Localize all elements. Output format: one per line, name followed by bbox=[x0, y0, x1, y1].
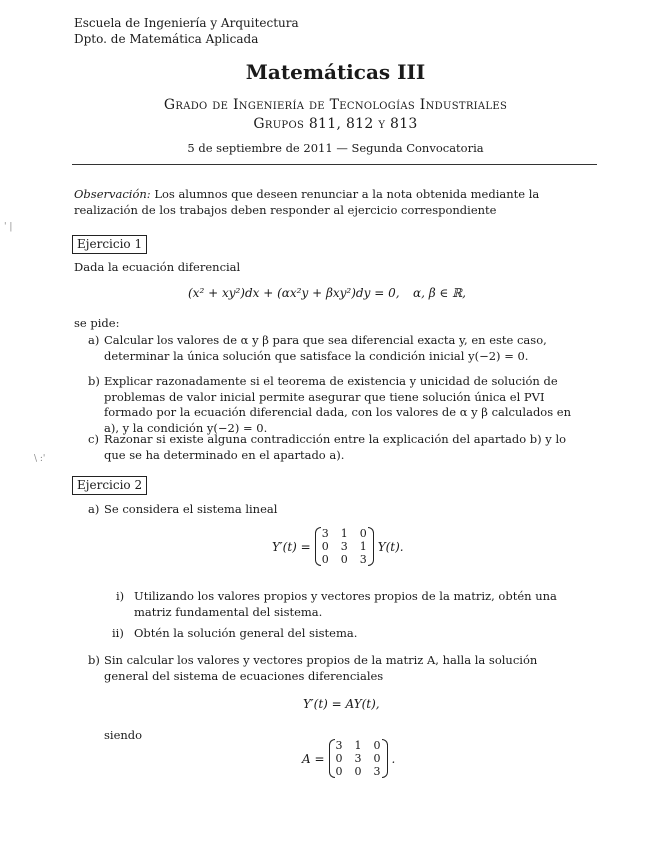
ejercicio-1-item-c bbox=[88, 432, 582, 463]
subitem-i-text: Utilizando los valores propios y vectores propios de la matriz, obtén una matriz fundamental del sistema. bbox=[134, 589, 557, 619]
matrix-2-equation bbox=[302, 739, 395, 778]
observation-paragraph bbox=[74, 186, 584, 218]
item-c-label: c) bbox=[88, 432, 99, 446]
matrix-cell: 3 bbox=[335, 739, 343, 752]
matrix-cell: 3 bbox=[373, 765, 381, 778]
matrix-cell: 1 bbox=[359, 540, 367, 553]
matrix-1-row-1 bbox=[321, 527, 368, 540]
ejercicio-2-item-a bbox=[88, 502, 582, 518]
matrix-1 bbox=[315, 527, 374, 566]
matrix-1-row-3 bbox=[321, 553, 368, 566]
system-2-equation: Y′(t) = AY(t), bbox=[303, 697, 380, 711]
matrix-2-row-3 bbox=[335, 765, 382, 778]
siendo-label: siendo bbox=[104, 728, 143, 742]
system-1-equation bbox=[272, 527, 404, 566]
item-a-text: Calcular los valores de α y β para que sea diferencial exacta y, en este caso, determinar la única solución que satisface la condición inicial y(−2) = 0. bbox=[104, 333, 547, 363]
matrix-cell: 3 bbox=[340, 540, 348, 553]
exam-title: Matemáticas III bbox=[245, 60, 426, 84]
institution-line-2: Dpto. de Matemática Aplicada bbox=[74, 32, 259, 46]
item-b-label: b) bbox=[88, 374, 100, 388]
matrix-cell: 3 bbox=[359, 553, 367, 566]
ejercicio-2-subitem-i bbox=[116, 589, 582, 620]
matrix-2-row-1 bbox=[335, 739, 382, 752]
observation-label: Observación: bbox=[74, 187, 151, 201]
ejercicio-2-subitem-ii bbox=[112, 626, 582, 642]
item-a-label: a) bbox=[88, 333, 100, 347]
matrix-cell: 0 bbox=[340, 553, 348, 566]
item-2a-text: Se considera el sistema lineal bbox=[104, 502, 278, 516]
matrix-cell: 0 bbox=[321, 553, 329, 566]
se-pide-label: se pide: bbox=[74, 316, 120, 330]
matrix-cell: 0 bbox=[335, 765, 343, 778]
matrix-2-row-2 bbox=[335, 752, 382, 765]
matrix-cell: 0 bbox=[335, 752, 343, 765]
item-b-text: Explicar razonadamente si el teorema de existencia y unicidad de solución de problemas de valor inicial permite asegurar que tiene solución única el PVI formado por la ecuación diferencial dada, con los valores de α y β calculados en a), y la condición y(−2) = 0. bbox=[104, 374, 571, 435]
header-rule bbox=[72, 164, 597, 165]
subitem-ii-text: Obtén la solución general del sistema. bbox=[134, 626, 358, 640]
subitem-i-label: i) bbox=[116, 589, 125, 603]
matrix-2-rhs: . bbox=[391, 751, 396, 766]
matrix-2-lhs: A = bbox=[302, 751, 325, 766]
margin-mark-2: \ :' bbox=[34, 454, 46, 464]
item-c-text: Razonar si existe alguna contradicción entre la explicación del apartado b) y lo que se ha determinado en el apartado a). bbox=[104, 432, 567, 462]
matrix-cell: 0 bbox=[354, 765, 362, 778]
item-2b-text: Sin calcular los valores y vectores propios de la matriz A, halla la solución general del sistema de ecuaciones diferenciales bbox=[104, 653, 538, 683]
matrix-cell: 1 bbox=[354, 739, 362, 752]
matrix-cell: 1 bbox=[340, 527, 348, 540]
ejercicio-2-item-b bbox=[88, 653, 582, 684]
margin-mark-1: ' | bbox=[4, 222, 13, 232]
groups-line: Grupos 811, 812 y 813 bbox=[253, 116, 418, 132]
degree-line: Grado de Ingeniería de Tecnologías Industriales bbox=[163, 97, 508, 113]
ejercicio-1-equation: (x² + xy²)dx + (αx²y + βxy²)dy = 0, bbox=[188, 286, 400, 300]
subitem-ii-label: ii) bbox=[112, 626, 124, 640]
item-2b-label: b) bbox=[88, 653, 100, 667]
system-1-lhs: Y′(t) = bbox=[272, 539, 311, 554]
matrix-cell: 0 bbox=[321, 540, 329, 553]
matrix-cell: 0 bbox=[359, 527, 367, 540]
matrix-cell: 0 bbox=[373, 752, 381, 765]
matrix-cell: 0 bbox=[373, 739, 381, 752]
ejercicio-1-equation-domain: α, β ∈ ℝ, bbox=[413, 286, 466, 300]
date-line: 5 de septiembre de 2011 — Segunda Convocatoria bbox=[187, 141, 484, 155]
matrix-1-row-2 bbox=[321, 540, 368, 553]
matrix-cell: 3 bbox=[321, 527, 329, 540]
ejercicio-1-item-b bbox=[88, 374, 582, 436]
matrix-2 bbox=[329, 739, 388, 778]
observation-text: Los alumnos que deseen renunciar a la nota obtenida mediante la realización de los trabajos deben responder al ejercicio correspondiente bbox=[74, 187, 540, 217]
ejercicio-1-heading: Ejercicio 1 bbox=[72, 235, 147, 254]
institution-line-1: Escuela de Ingeniería y Arquitectura bbox=[74, 16, 299, 30]
system-1-rhs: Y(t). bbox=[377, 539, 404, 554]
item-2a-label: a) bbox=[88, 502, 100, 516]
ejercicio-1-item-a bbox=[88, 333, 582, 364]
matrix-cell: 3 bbox=[354, 752, 362, 765]
ejercicio-2-heading: Ejercicio 2 bbox=[72, 476, 147, 495]
ejercicio-1-intro: Dada la ecuación diferencial bbox=[74, 260, 241, 274]
